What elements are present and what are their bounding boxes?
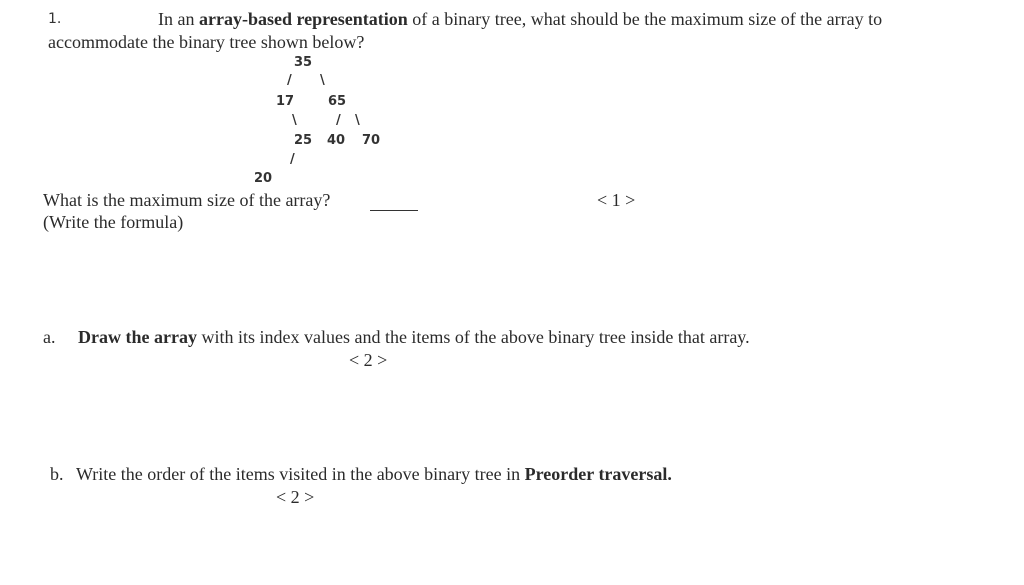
marks-1: < 1 > [597,190,636,210]
question-line-2: accommodate the binary tree shown below? [48,32,365,52]
tree-node-20: 20 [254,171,273,186]
tree-node-70: 70 [362,133,381,148]
question-line-1-pre: In an [158,9,199,29]
max-size-question [43,190,330,211]
question-line-1-post: of a binary tree, what should be the maximum size of the array to [407,9,883,29]
tree-edge: / [336,113,341,128]
part-b-pre: Write the order of the items visited in the above binary tree in [76,464,525,484]
tree-edge: \ [355,113,360,128]
tree-edge: / [287,73,292,88]
max-size-question-text: What is the maximum size of the array? [43,190,331,210]
max-size-hint: (Write the formula) [43,212,184,232]
tree-edge: \ [292,113,297,128]
tree-edge: \ [320,73,325,88]
answer-blank[interactable] [370,196,418,211]
marks-2a: < 2 > [349,350,388,370]
tree-node-35: 35 [294,55,313,70]
part-b-bold: Preorder traversal. [524,464,672,484]
tree-node-65: 65 [328,94,347,109]
tree-node-40: 40 [327,133,346,148]
tree-node-17: 17 [276,94,295,109]
part-a-label: a. [43,327,56,347]
question-line-1-bold: array-based representation [198,9,408,29]
part-b-label: b. [50,464,64,484]
part-a-text [78,327,750,348]
part-a-bold: Draw the array [78,327,197,347]
part-b-text [76,464,672,485]
tree-node-25: 25 [294,133,313,148]
tree-edge: / [290,152,295,167]
part-a-rest: with its index values and the items of the above binary tree inside that array. [196,327,750,347]
question-number: 1. [48,11,62,27]
question-line-1 [158,9,882,30]
marks-2b: < 2 > [276,487,315,507]
